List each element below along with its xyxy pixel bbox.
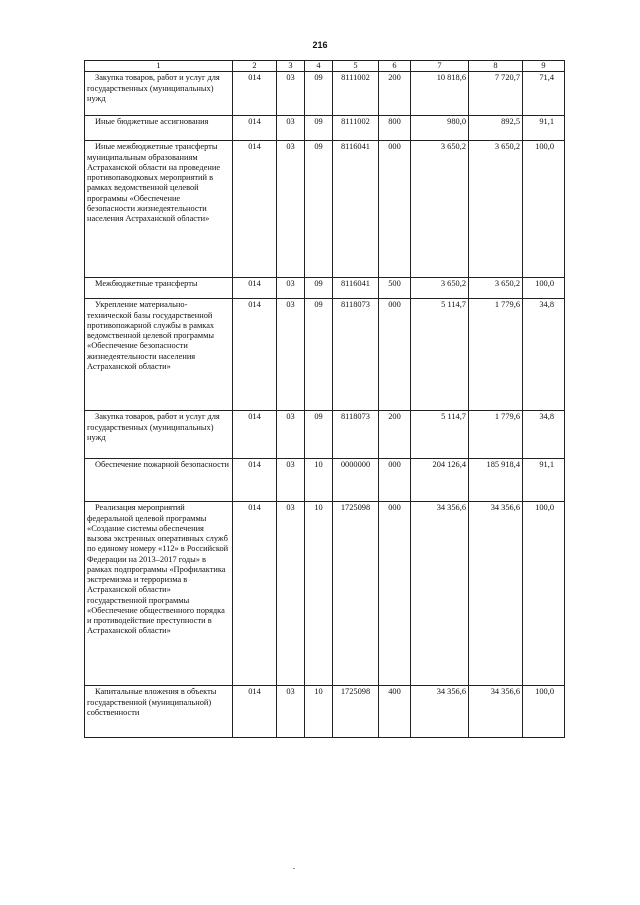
table-row (85, 72, 565, 116)
table-row (85, 502, 565, 686)
column-header: 5 (333, 61, 379, 72)
row-name-cell (85, 141, 233, 278)
cell-col9: 34,8 (523, 411, 565, 459)
cell-col2: 014 (233, 72, 277, 116)
cell-col9: 34,8 (523, 299, 565, 411)
cell-col2: 014 (233, 502, 277, 686)
cell-col5: 8111002 (333, 116, 379, 141)
cell-col8: 3 650,2 (469, 141, 523, 278)
cell-col4: 10 (305, 502, 333, 686)
cell-col4: 10 (305, 459, 333, 502)
cell-col2: 014 (233, 278, 277, 299)
cell-col4: 09 (305, 72, 333, 116)
cell-col9: 100,0 (523, 686, 565, 738)
cell-col5: 8118073 (333, 299, 379, 411)
cell-col6: 500 (379, 278, 411, 299)
row-name-cell (85, 299, 233, 411)
table-row (85, 411, 565, 459)
cell-col3: 03 (277, 72, 305, 116)
row-name-cell (85, 72, 233, 116)
cell-col4: 10 (305, 686, 333, 738)
cell-col7: 3 650,2 (411, 278, 469, 299)
column-header: 6 (379, 61, 411, 72)
cell-col2: 014 (233, 141, 277, 278)
table-row (85, 459, 565, 502)
cell-col7: 5 114,7 (411, 299, 469, 411)
cell-col9: 91,1 (523, 116, 565, 141)
cell-col4: 09 (305, 116, 333, 141)
row-name-cell (85, 502, 233, 686)
column-header: 4 (305, 61, 333, 72)
cell-col7: 34 356,6 (411, 502, 469, 686)
cell-col8: 34 356,6 (469, 502, 523, 686)
cell-col2: 014 (233, 459, 277, 502)
column-header: 2 (233, 61, 277, 72)
column-header: 8 (469, 61, 523, 72)
table-row (85, 299, 565, 411)
column-header: 1 (85, 61, 233, 72)
cell-col9: 100,0 (523, 278, 565, 299)
cell-col4: 09 (305, 411, 333, 459)
budget-table (84, 60, 565, 738)
cell-col9: 91,1 (523, 459, 565, 502)
cell-col8: 892,5 (469, 116, 523, 141)
cell-col8: 34 356,6 (469, 686, 523, 738)
cell-col6: 000 (379, 141, 411, 278)
cell-col3: 03 (277, 141, 305, 278)
row-name-text: Укрепление материально-технической базы государственной противопожарной службы в рамках ведомственной целевой программы «Обеспечение безопасности жизнедеятельности населения Астраханской области» (87, 300, 215, 371)
cell-col6: 000 (379, 299, 411, 411)
cell-col3: 03 (277, 459, 305, 502)
cell-col2: 014 (233, 299, 277, 411)
cell-col3: 03 (277, 686, 305, 738)
cell-col6: 200 (379, 411, 411, 459)
cell-col3: 03 (277, 502, 305, 686)
column-header: 9 (523, 61, 565, 72)
row-name-cell (85, 686, 233, 738)
cell-col7: 3 650,2 (411, 141, 469, 278)
row-name-text: Обеспечение пожарной безопасности (95, 460, 230, 470)
cell-col7: 204 126,4 (411, 459, 469, 502)
cell-col8: 185 918,4 (469, 459, 523, 502)
cell-col7: 5 114,7 (411, 411, 469, 459)
cell-col3: 03 (277, 278, 305, 299)
cell-col9: 100,0 (523, 502, 565, 686)
scan-speck (293, 868, 295, 869)
cell-col7: 980,0 (411, 116, 469, 141)
cell-col5: 8118073 (333, 411, 379, 459)
cell-col8: 3 650,2 (469, 278, 523, 299)
cell-col5: 0000000 (333, 459, 379, 502)
row-name-cell (85, 459, 233, 502)
cell-col5: 8116041 (333, 278, 379, 299)
row-name-cell (85, 116, 233, 141)
cell-col4: 09 (305, 278, 333, 299)
cell-col6: 200 (379, 72, 411, 116)
row-name-cell (85, 411, 233, 459)
cell-col2: 014 (233, 411, 277, 459)
cell-col3: 03 (277, 411, 305, 459)
table-row (85, 278, 565, 299)
cell-col5: 1725098 (333, 686, 379, 738)
cell-col2: 014 (233, 686, 277, 738)
row-name-text: Иные межбюджетные трансферты муниципальным образованиям Астраханской области на проведение противопаводковых мероприятий в рамках ведомственной целевой программы «Обеспечение безопасности жизнедеятельности населения Астраханской области» (87, 142, 221, 223)
cell-col3: 03 (277, 116, 305, 141)
row-name-text: Реализация мероприятий федеральной целевой программы «Создание системы обеспечения вызова экстренных оперативных служб по единому номеру «112» в Российской Федерации на 2013–2017 годы» в рамках подпрограммы «Профилактика экстремизма и терроризма в Астраханской области» государственной программы «Обеспечение общественного порядка и противодействие преступности в Астраханской области» (87, 503, 229, 636)
cell-col7: 10 818,6 (411, 72, 469, 116)
cell-col7: 34 356,6 (411, 686, 469, 738)
cell-col8: 1 779,6 (469, 411, 523, 459)
cell-col4: 09 (305, 299, 333, 411)
page-number: 216 (312, 40, 328, 50)
cell-col6: 400 (379, 686, 411, 738)
row-name-text: Закупка товаров, работ и услуг для государственных (муниципальных) нужд (87, 412, 220, 442)
cell-col3: 03 (277, 299, 305, 411)
cell-col6: 800 (379, 116, 411, 141)
cell-col8: 1 779,6 (469, 299, 523, 411)
row-name-cell (85, 278, 233, 299)
cell-col8: 7 720,7 (469, 72, 523, 116)
cell-col9: 71,4 (523, 72, 565, 116)
cell-col6: 000 (379, 502, 411, 686)
cell-col2: 014 (233, 116, 277, 141)
table-row (85, 686, 565, 738)
row-name-text: Закупка товаров, работ и услуг для государственных (муниципальных) нужд (87, 73, 220, 103)
cell-col4: 09 (305, 141, 333, 278)
row-name-text: Межбюджетные трансферты (95, 279, 198, 289)
row-name-text: Иные бюджетные ассигнования (95, 117, 209, 127)
table-row (85, 116, 565, 141)
column-header: 3 (277, 61, 305, 72)
cell-col5: 1725098 (333, 502, 379, 686)
cell-col5: 8111002 (333, 72, 379, 116)
row-name-text: Капитальные вложения в объекты государственной (муниципальной) собственности (87, 687, 217, 717)
table-row (85, 141, 565, 278)
column-header: 7 (411, 61, 469, 72)
header-row (85, 61, 565, 72)
cell-col9: 100,0 (523, 141, 565, 278)
cell-col5: 8116041 (333, 141, 379, 278)
cell-col6: 000 (379, 459, 411, 502)
